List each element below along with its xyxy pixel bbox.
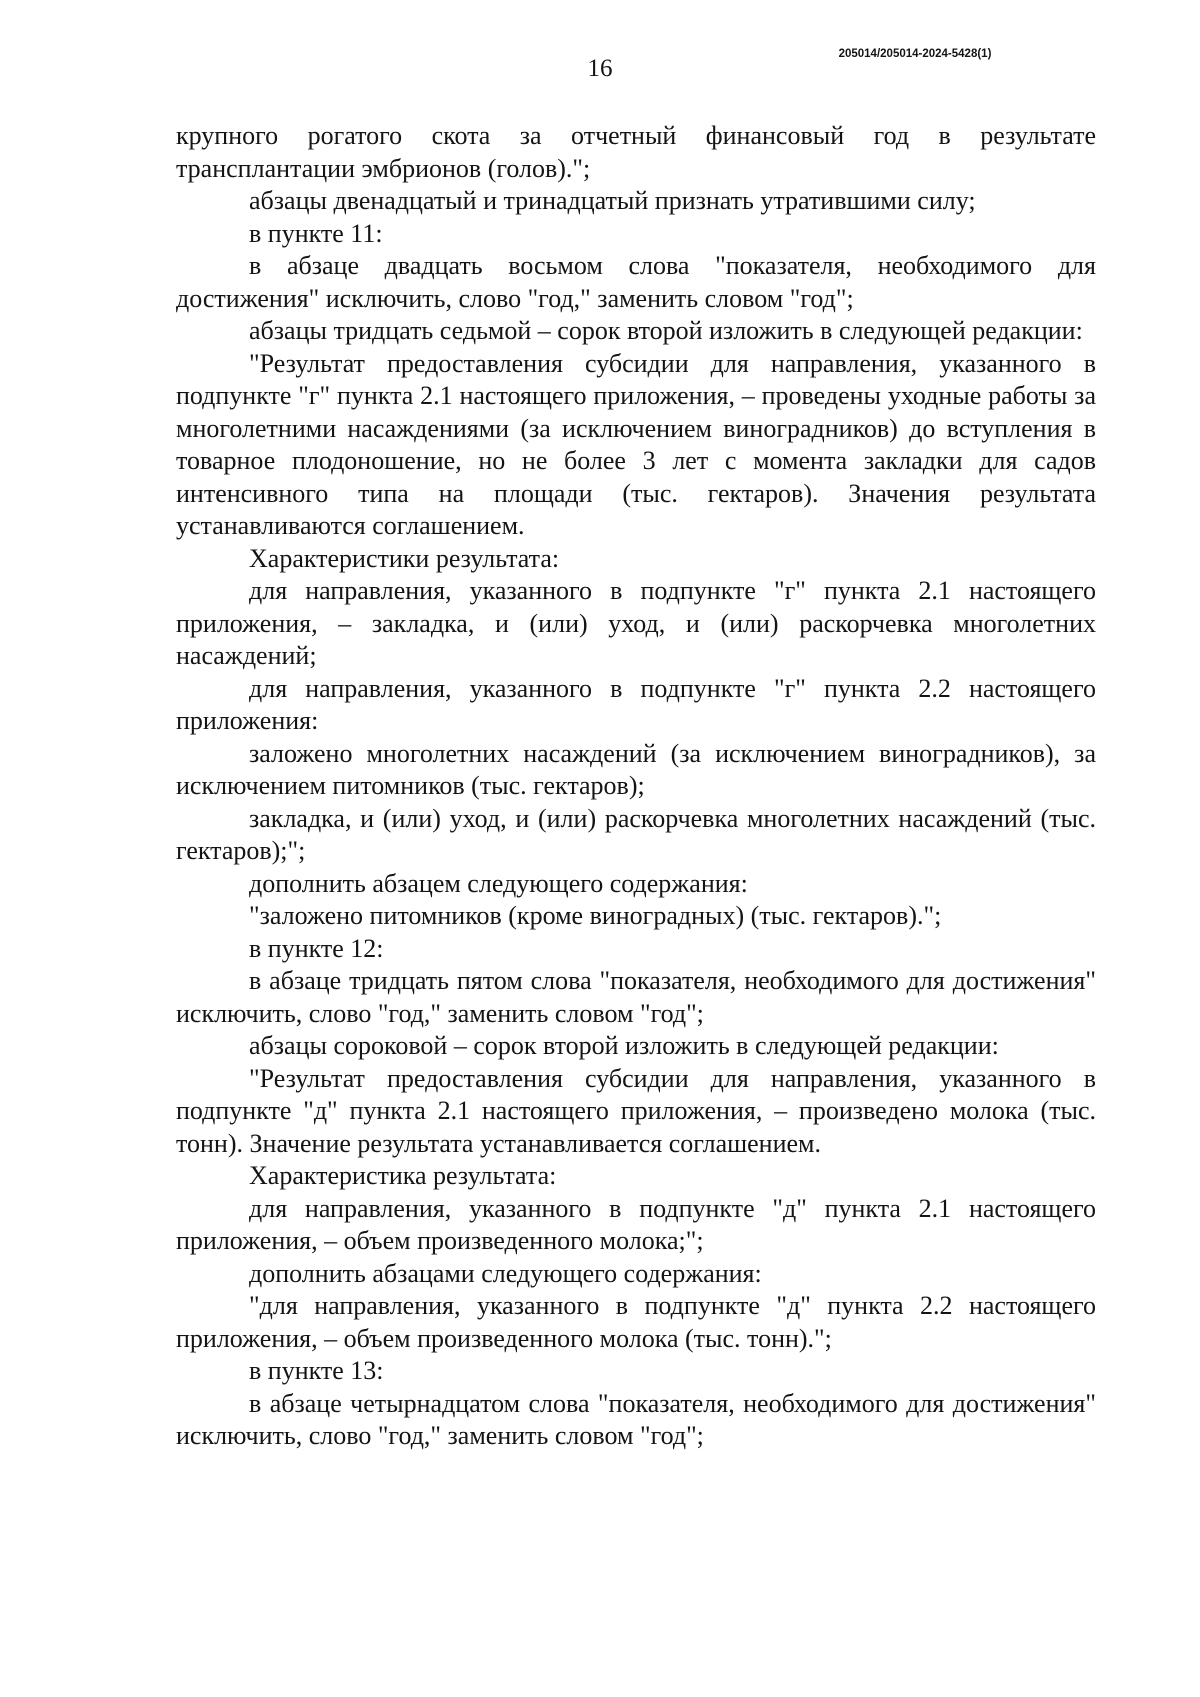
document-id: 205014/205014-2024-5428(1) bbox=[838, 48, 992, 60]
paragraph: для направления, указанного в подпункте "г" пункта 2.1 настоящего приложения, – закладка, и (или) уход, и (или) раскорчевка многолетних насаждений; bbox=[176, 576, 1096, 670]
document-body bbox=[176, 120, 1096, 1453]
paragraph: дополнить абзацами следующего содержания: bbox=[249, 1258, 762, 1288]
page-number: 16 bbox=[587, 55, 613, 82]
paragraph: абзацы двенадцатый и тринадцатый признать утратившими силу; bbox=[249, 186, 976, 215]
paragraph: крупного рогатого скота за отчетный финансовый год в результате трансплантации эмбрионов (голов)."; bbox=[176, 121, 1096, 183]
paragraph: Характеристика результата: bbox=[249, 1161, 557, 1190]
paragraph: заложено многолетних насаждений (за исключением виноградников), за исключением питомников (тыс. гектаров); bbox=[176, 738, 1096, 800]
paragraph: Характеристики результата: bbox=[249, 543, 560, 573]
paragraph: в пункте 13: bbox=[249, 1356, 384, 1385]
paragraph: в абзаце четырнадцатом слова "показателя, необходимого для достижения" исключить, слово "год," заменить словом "год"; bbox=[176, 1388, 1096, 1450]
paragraph: абзацы сороковой – сорок второй изложить в следующей редакции: bbox=[249, 1031, 999, 1060]
paragraph: в абзаце тридцать пятом слова "показателя, необходимого для достижения" исключить, слово "год," заменить словом "год"; bbox=[176, 966, 1096, 1028]
paragraph: в абзаце двадцать восьмом слова "показателя, необходимого для достижения" исключить, слово "год," заменить словом "год"; bbox=[176, 251, 1096, 313]
paragraph: для направления, указанного в подпункте "д" пункта 2.1 настоящего приложения, – объем произведенного молока;"; bbox=[176, 1193, 1096, 1255]
paragraph: "Результат предоставления субсидии для направления, указанного в подпункте "д" пункта 2.1 настоящего приложения, – произведено молока (тыс. тонн). Значение результата устанавливается соглашением. bbox=[176, 1063, 1096, 1158]
paragraph: "заложено питомников (кроме виноградных) (тыс. гектаров)."; bbox=[249, 901, 942, 930]
paragraph: закладка, и (или) уход, и (или) раскорчевка многолетних насаждений (тыс. гектаров);"; bbox=[176, 803, 1096, 865]
paragraph: в пункте 12: bbox=[249, 933, 384, 963]
paragraph: для направления, указанного в подпункте "г" пункта 2.2 настоящего приложения: bbox=[176, 673, 1096, 735]
paragraph: дополнить абзацем следующего содержания: bbox=[249, 868, 748, 898]
paragraph: "для направления, указанного в подпункте "д" пункта 2.2 настоящего приложения, – объем произведенного молока (тыс. тонн)."; bbox=[176, 1291, 1096, 1353]
paragraph: "Результат предоставления субсидии для направления, указанного в подпункте "г" пункта 2.1 настоящего приложения, – проведены уходные работы за многолетними насаждениями (за исключением виноградников) до вступления в товарное плодоношение, но не более 3 лет с момента закладки для садов интенсивного типа на площади (тыс. гектаров). Значения результата устанавливаются соглашением. bbox=[176, 348, 1096, 540]
paragraph: в пункте 11: bbox=[249, 218, 383, 248]
paragraph: абзацы тридцать седьмой – сорок второй изложить в следующей редакции: bbox=[249, 316, 1083, 345]
